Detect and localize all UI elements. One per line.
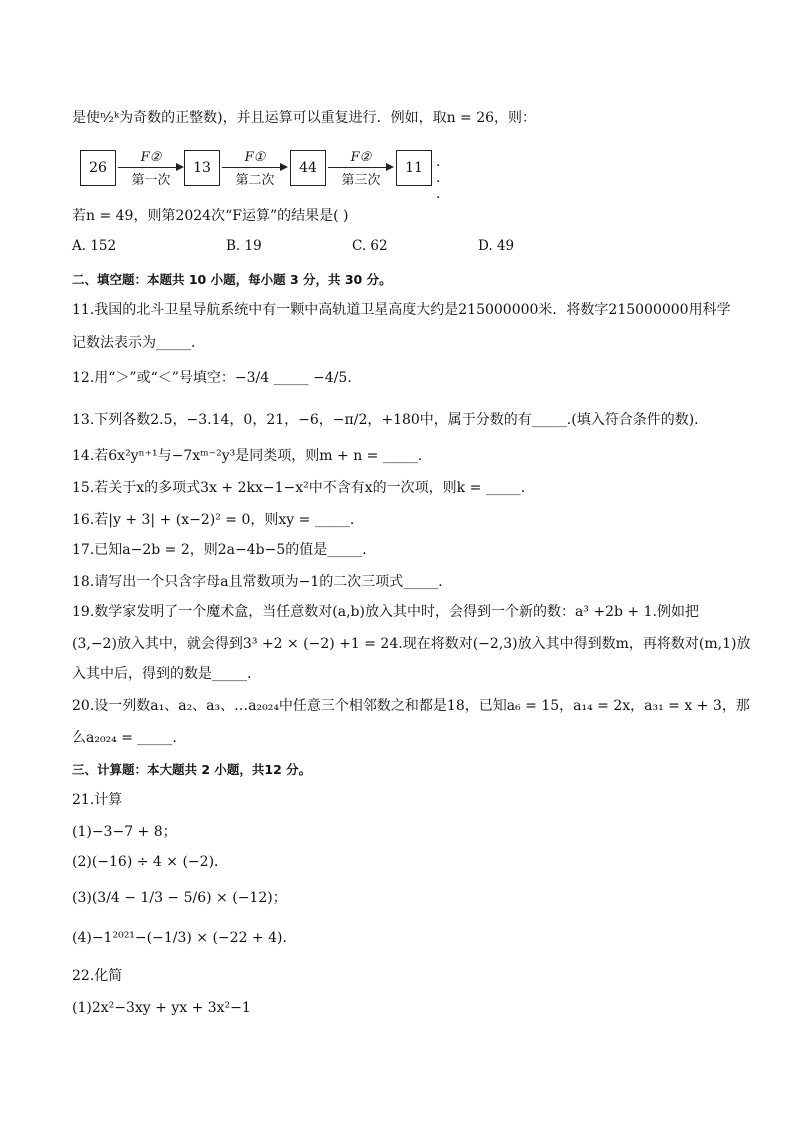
question-22: 22.化简: [72, 968, 123, 984]
question-22-part-1: (1)2x²−3xy + yx + 3x²−1: [72, 1000, 251, 1016]
question-10: 若n = 49，则第2024次“F运算”的结果是( ): [72, 208, 349, 224]
flow-arrow-3: [328, 150, 394, 186]
question-19-line-3: 入其中后，得到的数是_____.: [72, 666, 252, 682]
question-20-line-1: 20.设一列数a₁、a₂、a₃、…a₂₀₂₄中任意三个相邻数之和都是18，已知a₆ = 15，a₁₄ = 2x，a₃₁ = x + 3，那: [72, 698, 750, 714]
intro-line: 是使ⁿ⁄₂ᵏ为奇数的正整数)，并且运算可以重复进行．例如，取n = 26，则：: [72, 110, 537, 126]
question-14: 14.若6x²yⁿ⁺¹与−7xᵐ⁻²y³是同类项，则m + n = _____.: [72, 448, 423, 464]
arrow-shaft: [222, 167, 282, 168]
option-d: D. 49: [478, 238, 515, 254]
option-c: C. 62: [352, 238, 388, 254]
question-15: 15.若关于x的多项式3x + 2kx−1−x²中不含有x的一次项，则k = _____.: [72, 480, 526, 496]
question-21-part-3: (3)(3/4 − 1/3 − 5/6) × (−12)；: [72, 890, 287, 906]
flow-ellipsis: · · ·: [436, 158, 441, 206]
flow-arrow-2: [222, 150, 288, 186]
question-21-part-4: (4)−1²⁰²¹−(−1/3) × (−22 + 4)．: [72, 930, 297, 946]
flow-op-3: F②: [350, 150, 372, 165]
option-a: A. 152: [72, 238, 117, 254]
question-18: 18.请写出一个只含字母a且常数项为−1的二次三项式_____．: [72, 574, 453, 590]
question-11-line-2: 记数法表示为_____．: [72, 335, 205, 351]
flow-box-3: 44: [290, 150, 326, 186]
arrow-shaft: [118, 167, 178, 168]
flow-box-1: 26: [80, 150, 116, 186]
flow-box-4: 11: [396, 150, 432, 186]
flow-box-2: 13: [184, 150, 220, 186]
question-21-part-1: (1)−3−7 + 8；: [72, 824, 177, 840]
question-17: 17.已知a−2b = 2，则2a−4b−5的值是_____．: [72, 542, 377, 558]
flow-step-3: 第三次: [341, 173, 381, 188]
option-b: B. 19: [226, 238, 262, 254]
flow-op-2: F①: [244, 150, 266, 165]
question-12: 12.用“＞”或“＜”号填空：−3/4 _____ −4/5.: [72, 370, 352, 386]
section-2-heading: 二、填空题：本题共 10 小题，每小题 3 分，共 30 分。: [72, 272, 392, 287]
question-21-part-2: (2)(−16) ÷ 4 × (−2)．: [72, 854, 229, 870]
section-3-heading: 三、计算题：本大题共 2 小题，共12 分。: [72, 762, 312, 777]
flow-op-1: F②: [140, 150, 162, 165]
question-19-line-1: 19.数学家发明了一个魔术盒，当任意数对(a,b)放入其中时，会得到一个新的数：a³ +2b + 1.例如把: [72, 604, 699, 620]
question-21: 21.计算: [72, 792, 123, 808]
question-20-line-2: 么a₂₀₂₄ = _____.: [72, 730, 177, 746]
question-13: 13.下列各数2.5，−3.14，0，21，−6，−π/2，+180中，属于分数的有_____.(填入符合条件的数)．: [72, 412, 709, 428]
question-11-line-1: 11.我国的北斗卫星导航系统中有一颗中高轨道卫星高度大约是215000000米．将数字215000000用科学: [72, 302, 731, 318]
arrow-shaft: [328, 167, 388, 168]
question-16: 16.若|y + 3| + (x−2)² = 0，则xy = _____.: [72, 512, 355, 528]
flow-step-1: 第一次: [131, 173, 171, 188]
flow-arrow-1: [118, 150, 184, 186]
question-19-line-2: (3,−2)放入其中，就会得到3³ +2 × (−2) +1 = 24.现在将数对(−2,3)放入其中得到数m，再将数对(m,1)放: [72, 636, 751, 652]
flow-step-2: 第二次: [235, 173, 275, 188]
